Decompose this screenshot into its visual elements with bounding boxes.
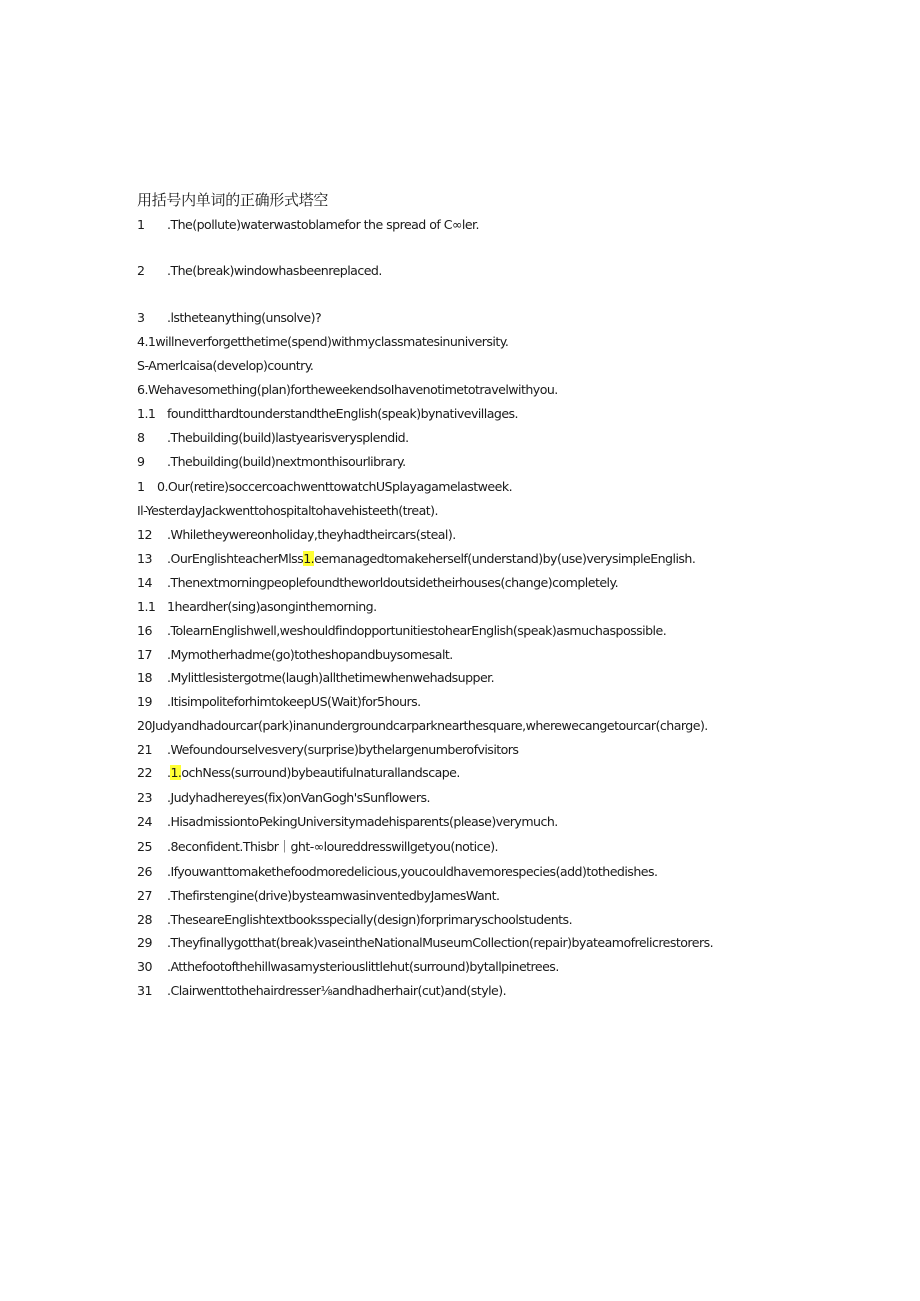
line-text: .Thebuilding(build)nextmonthisourlibrary.: [167, 454, 406, 469]
exercise-line: [137, 430, 409, 446]
line-number: 19: [137, 694, 152, 709]
exercise-line: [137, 382, 558, 398]
line-text: .Thefirstengine(drive)bysteamwasinventedbyJamesWant.: [167, 888, 500, 903]
line-number: 1: [137, 217, 145, 232]
line-number: 1: [137, 479, 145, 494]
line-number: 24: [137, 814, 152, 829]
exercise-line: [137, 670, 494, 686]
line-number: 2: [137, 263, 145, 278]
line-text: .lstheteanything(unsolve)?: [167, 310, 322, 325]
exercise-line: [137, 527, 456, 543]
line-number: 12: [137, 527, 152, 542]
line-text: founditthardtounderstandtheEnglish(speak)bynativevillages.: [167, 406, 518, 421]
exercise-line: [137, 935, 713, 951]
line-number: 21: [137, 742, 152, 757]
line-number: 27: [137, 888, 152, 903]
line-text: 0.Our(retire)soccercoachwenttowatchUSplayagamelastweek.: [157, 479, 513, 494]
exercise-line: [137, 454, 406, 470]
line-text-cont: eemanagedtomakeherself(understand)by(use)verysimpleEnglish.: [314, 551, 696, 566]
exercise-line: [137, 623, 666, 639]
exercise-line: [137, 790, 430, 806]
exercise-line: [137, 718, 708, 734]
exercise-title: 用括号内单词的正确形式塔空: [137, 191, 329, 209]
line-text: 4.1willneverforgetthetime(spend)withmyclassmatesinuniversity.: [137, 334, 509, 349]
line-number: 9: [137, 454, 145, 469]
line-text: S-Amerlcaisa(develop)country.: [137, 358, 314, 373]
line-text: .Whiletheywereonholiday,theyhadtheircars(steal).: [167, 527, 456, 542]
line-text: .Theyfinallygotthat(break)vaseintheNationalMuseumCollection(repair)byateamofrelicrestorers.: [167, 935, 714, 950]
line-text: .8econfident.Thisbr｜ght-∞loureddresswillgetyou(notice).: [167, 839, 499, 854]
line-number: 26: [137, 864, 152, 879]
line-number: 30: [137, 959, 152, 974]
line-number: 25: [137, 839, 152, 854]
line-text: .Mylittlesistergotme(laugh)allthetimewhenwehadsupper.: [167, 670, 495, 685]
exercise-line: [137, 839, 498, 855]
line-text: .: [167, 765, 171, 780]
line-text: .Mymotherhadme(go)totheshopandbuysomesalt.: [167, 647, 453, 662]
exercise-line: [137, 742, 518, 758]
line-number: 16: [137, 623, 152, 638]
line-text: .Thenextmorningpeoplefoundtheworldoutsidetheirhouses(change)completely.: [167, 575, 619, 590]
line-number: 14: [137, 575, 152, 590]
exercise-line: [137, 647, 453, 663]
exercise-line: [137, 310, 321, 326]
line-number: 13: [137, 551, 152, 566]
line-number: 3: [137, 310, 145, 325]
exercise-line: [137, 864, 657, 880]
exercise-line: [137, 888, 499, 904]
exercise-line: [137, 479, 512, 495]
line-text: .The(pollute)waterwastoblamefor the spread of C∞ler.: [167, 217, 479, 232]
highlight-mark: 1.: [303, 551, 315, 566]
line-text: .The(break)windowhasbeenreplaced.: [167, 263, 382, 278]
line-text: .HisadmissiontoPekingUniversitymadehisparents(please)verymuch.: [167, 814, 558, 829]
line-text: .TolearnEnglishwell,weshouldfindopportunitiestohearEnglish(speak)asmuchaspossible.: [167, 623, 667, 638]
line-text: .Wefoundourselvesvery(surprise)bythelargenumberofvisitors: [167, 742, 519, 757]
exercise-line: [137, 406, 518, 422]
line-text: 20Judyandhadourcar(park)inanundergroundcarparknearthesquare,wherewecangetourcar(charge).: [137, 718, 708, 733]
line-text: .Judyhadhereyes(fix)onVanGogh'sSunflowers.: [167, 790, 430, 805]
line-text: 1heardher(sing)asonginthemorning.: [167, 599, 377, 614]
exercise-line: [137, 912, 572, 928]
line-text: .Thebuilding(build)lastyearisverysplendid.: [167, 430, 409, 445]
exercise-line: [137, 959, 559, 975]
line-text: .Clairwenttothehairdresser⅛andhadherhair(cut)and(style).: [167, 983, 507, 998]
line-number: 17: [137, 647, 152, 662]
line-text: .TheseareEnglishtextbooksspecially(design)forprimaryschoolstudents.: [167, 912, 573, 927]
exercise-line: [137, 551, 695, 567]
line-number: 1.1: [137, 406, 156, 421]
exercise-line: [137, 503, 438, 519]
exercise-line: [137, 217, 479, 233]
line-number: 23: [137, 790, 152, 805]
exercise-line: [137, 983, 506, 999]
exercise-line: [137, 599, 377, 615]
line-number: 22: [137, 765, 152, 780]
line-text: .OurEnglishteacherMlss: [167, 551, 304, 566]
line-number: 8: [137, 430, 145, 445]
exercise-line: [137, 694, 421, 710]
line-number: 18: [137, 670, 152, 685]
line-text: .Atthefootofthehillwasamysteriouslittlehut(surround)bytallpinetrees.: [167, 959, 559, 974]
line-text: .Ifyouwanttomakethefoodmoredelicious,youcouldhavemorespecies(add)tothedishes.: [167, 864, 658, 879]
exercise-line: [137, 358, 313, 374]
exercise-line: [137, 263, 382, 279]
exercise-line: [137, 575, 618, 591]
exercise-line: [137, 334, 508, 350]
line-text-cont: ochNess(surround)bybeautifulnaturallandscape.: [181, 765, 460, 780]
line-number: 28: [137, 912, 152, 927]
line-text: Il-YesterdayJackwenttohospitaltohavehisteeth(treat).: [137, 503, 438, 518]
line-number: 29: [137, 935, 152, 950]
highlight-mark: 1.: [170, 765, 182, 780]
line-number: 31: [137, 983, 152, 998]
line-number: 1.1: [137, 599, 156, 614]
line-text: .ItisimpoliteforhimtokeepUS(Wait)for5hours.: [167, 694, 421, 709]
exercise-line: [137, 814, 558, 830]
exercise-line: [137, 765, 460, 781]
line-text: 6.Wehavesomething(plan)fortheweekendsoIhavenotimetotravelwithyou.: [137, 382, 558, 397]
